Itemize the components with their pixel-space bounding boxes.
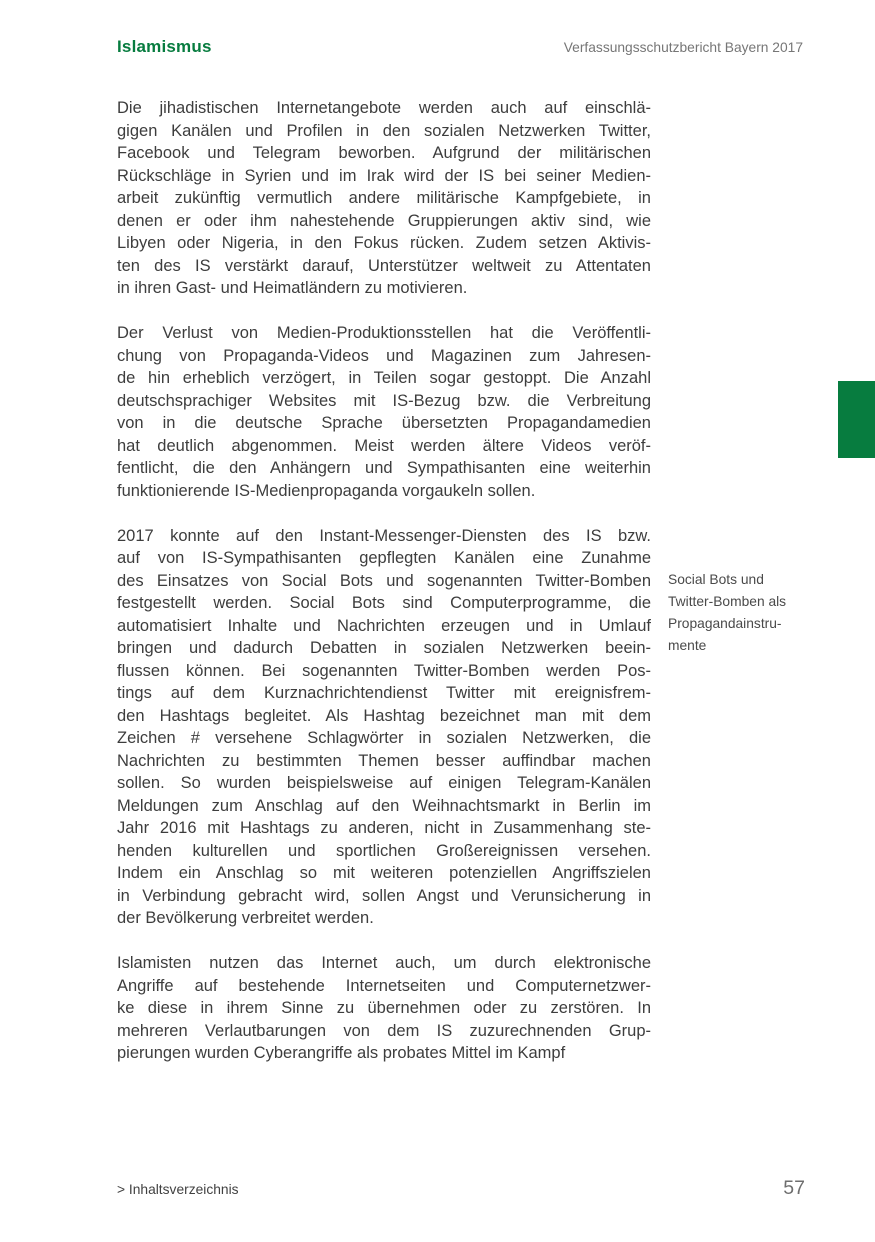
text-line: de hin erheblich verzögert, in Teilen sogar gestoppt. Die Anzahl <box>117 369 651 387</box>
text-line: arbeit zukünftig vermutlich andere militärische Kampfgebiete, in <box>117 189 651 207</box>
margin-note <box>668 569 808 657</box>
text-line: Facebook und Telegram beworben. Aufgrund der militärischen <box>117 144 651 162</box>
text-line: Der Verlust von Medien-Produktionsstellen hat die Veröffentli- <box>117 324 651 342</box>
text-line: Zeichen # versehene Schlagwörter in sozialen Netzwerken, die <box>117 729 651 747</box>
toc-link[interactable]: > Inhaltsverzeichnis <box>117 1182 239 1197</box>
text-line: 2017 konnte auf den Instant-Messenger-Diensten des IS bzw. <box>117 526 651 545</box>
text-line: pierungen wurden Cyberangriffe als probates Mittel im Kampf <box>117 1044 566 1062</box>
text-line: des Einsatzes von Social Bots und sogenannten Twitter-Bomben <box>117 571 651 590</box>
paragraph <box>117 322 651 502</box>
text-line: henden kulturellen und sportlichen Großereignissen versehen. <box>117 841 651 860</box>
text-line: ten des IS verstärkt darauf, Unterstützer weltweit zu Attentaten <box>117 256 651 275</box>
paragraph <box>117 97 651 300</box>
text-line: Indem ein Anschlag so mit weiteren potenziellen Angriffszielen <box>117 864 651 882</box>
text-line: hat deutlich abgenommen. Meist werden ältere Videos veröf- <box>117 436 651 455</box>
text-line: Islamisten nutzen das Internet auch, um durch elektronische <box>117 954 651 972</box>
text-line: fentlicht, die den Anhängern und Sympathisanten eine weiterhin <box>117 459 651 477</box>
margin-note-line: mente <box>668 638 707 653</box>
text-line: Die jihadistischen Internetangebote werden auch auf einschlä- <box>117 99 651 117</box>
body-text-column <box>117 97 651 1087</box>
text-line: der Bevölkerung verbreitet werden. <box>117 909 374 927</box>
text-line: funktionierende IS-Medienpropaganda vorgaukeln sollen. <box>117 481 536 500</box>
margin-note-line: Twitter-Bomben als <box>668 594 787 609</box>
text-line: chung von Propaganda-Videos und Magazinen zum Jahresen- <box>117 346 651 365</box>
text-line: flussen können. Bei sogenannten Twitter-Bomben werden Pos- <box>117 661 651 680</box>
text-line: den Hashtags begleitet. Als Hashtag bezeichnet man mit dem <box>117 706 651 725</box>
text-line: von in die deutsche Sprache übersetzten Propagandamedien <box>117 414 651 432</box>
text-line: Angriffe auf bestehende Internetseiten und Computernetzwer- <box>117 976 651 995</box>
text-line: Nachrichten zu bestimmten Themen besser auffindbar machen <box>117 751 651 770</box>
page-header <box>117 37 803 57</box>
margin-note-line: Social Bots und <box>668 572 764 587</box>
text-line: tings auf dem Kurznachrichtendienst Twitter mit ereignisfrem- <box>117 684 651 702</box>
text-line: Rückschläge in Syrien und im Irak wird der IS bei seiner Medien- <box>117 166 651 185</box>
text-line: gigen Kanälen und Profilen in den sozialen Netzwerken Twitter, <box>117 121 651 140</box>
paragraph <box>117 952 651 1065</box>
margin-note-line: Propagandainstru- <box>668 616 782 631</box>
paragraph <box>117 525 651 930</box>
text-line: in Verbindung gebracht wird, sollen Angst und Verunsicherung in <box>117 886 651 905</box>
text-line: Libyen oder Nigeria, in den Fokus rücken. Zudem setzen Aktivis- <box>117 234 651 252</box>
text-line: automatisiert Inhalte und Nachrichten erzeugen und in Umlauf <box>117 616 651 635</box>
text-line: in ihren Gast- und Heimatländern zu motivieren. <box>117 279 468 297</box>
page-number: 57 <box>783 1177 805 1199</box>
text-line: Jahr 2016 mit Hashtags zu anderen, nicht in Zusammenhang ste- <box>117 819 651 837</box>
report-title: Verfassungsschutzbericht Bayern 2017 <box>563 40 803 55</box>
text-line: Meldungen zum Anschlag auf den Weihnachtsmarkt in Berlin im <box>117 796 651 815</box>
section-thumb-marker <box>838 381 875 458</box>
text-line: denen er oder ihm nahestehende Gruppierungen aktiv sind, wie <box>117 211 651 230</box>
section-title: Islamismus <box>117 37 212 56</box>
text-line: bringen und dadurch Debatten in sozialen Netzwerken beein- <box>117 639 651 657</box>
text-line: festgestellt werden. Social Bots sind Computerprogramme, die <box>117 594 651 612</box>
text-line: sollen. So wurden beispielsweise auf einigen Telegram-Kanälen <box>117 774 651 792</box>
text-line: deutschsprachiger Websites mit IS-Bezug bzw. die Verbreitung <box>117 391 651 410</box>
text-line: ke diese in ihrem Sinne zu übernehmen oder zu zerstören. In <box>117 999 651 1017</box>
text-line: auf von IS-Sympathisanten gepflegten Kanälen eine Zunahme <box>117 549 651 567</box>
text-line: mehreren Verlautbarungen von dem IS zuzurechnenden Grup- <box>117 1021 651 1040</box>
